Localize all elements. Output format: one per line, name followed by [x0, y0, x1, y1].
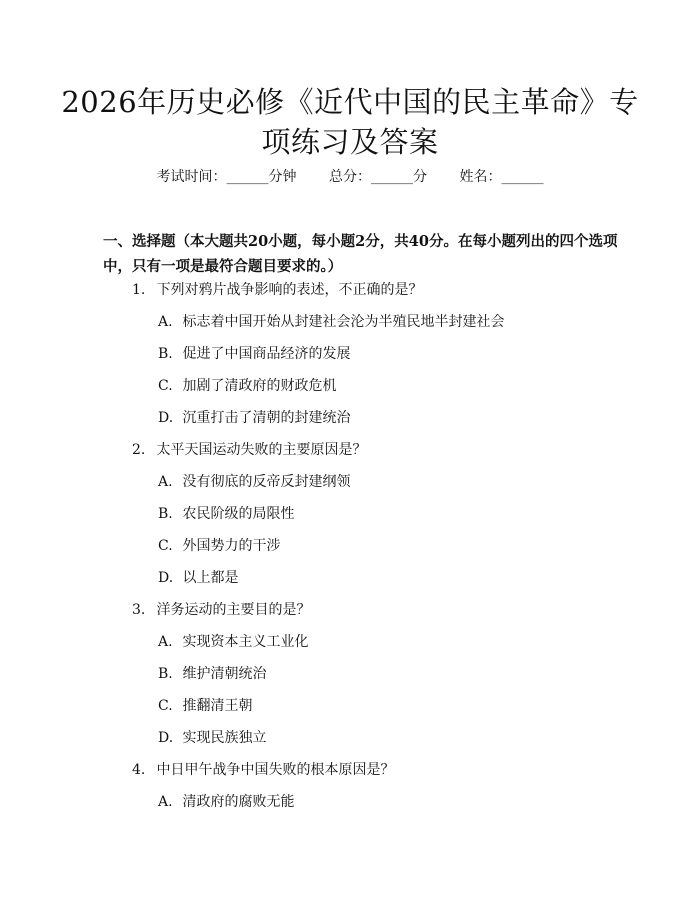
option-letter: A. — [158, 634, 173, 650]
question-text: 太平天国运动失败的主要原因是？ — [156, 442, 367, 458]
q1-option-b — [158, 344, 350, 364]
total-score-label: 总分： — [329, 169, 371, 185]
question-2 — [132, 440, 366, 460]
title-line-1: 2026年历史必修《近代中国的民主革命》专 — [61, 85, 639, 119]
q2-option-d — [158, 568, 238, 588]
exam-time-unit: 分钟 — [268, 169, 297, 185]
option-letter: D. — [158, 410, 174, 426]
option-text: 以上都是 — [182, 570, 239, 586]
q2-option-a — [158, 472, 350, 492]
q3-option-a — [158, 632, 308, 652]
title-line-2: 项练习及答案 — [261, 125, 439, 159]
question-number: 1. — [132, 282, 146, 298]
option-text: 加剧了清政府的财政危机 — [182, 378, 337, 394]
q2-option-b — [158, 504, 294, 524]
q1-option-c — [158, 376, 336, 396]
option-letter: B. — [158, 346, 173, 362]
option-text: 维护清朝统治 — [182, 666, 267, 682]
q4-option-a — [158, 792, 294, 812]
student-name-blank: ______ — [501, 169, 544, 185]
option-letter: A. — [158, 474, 173, 490]
option-letter: A. — [158, 794, 173, 810]
question-number: 4. — [132, 762, 146, 778]
option-letter: D. — [158, 730, 174, 746]
student-name-label: 姓名： — [459, 169, 502, 185]
exam-time — [157, 167, 297, 187]
page-title — [60, 82, 640, 162]
question-text: 洋务运动的主要目的是？ — [156, 602, 311, 618]
total-score-unit: 分 — [413, 169, 427, 185]
q3-option-c — [158, 696, 252, 716]
option-text: 标志着中国开始从封建社会沦为半殖民地半封建社会 — [182, 314, 505, 330]
option-letter: A. — [158, 314, 173, 330]
section-heading: 一、选择题（本大题共20小题，每小题2分，共40分。在每小题列出的四个选项中，只有一项是最符合题目要求的。） — [103, 233, 618, 275]
option-text: 实现资本主义工业化 — [182, 634, 309, 650]
question-3 — [132, 600, 310, 620]
option-letter: D. — [158, 570, 174, 586]
exam-time-blank: ______ — [226, 169, 269, 185]
q1-option-a — [158, 312, 504, 332]
option-letter: C. — [158, 378, 173, 394]
q1-option-d — [158, 408, 350, 428]
total-score-blank: ______ — [371, 169, 413, 185]
question-1 — [132, 280, 422, 300]
question-number: 3. — [132, 602, 146, 618]
student-name — [459, 167, 543, 187]
option-text: 外国势力的干涉 — [182, 538, 281, 554]
question-text: 中日甲午战争中国失败的根本原因是？ — [156, 762, 395, 778]
option-text: 清政府的腐败无能 — [182, 794, 295, 810]
q2-option-c — [158, 536, 280, 556]
q3-option-b — [158, 664, 266, 684]
exam-info — [0, 167, 700, 187]
option-letter: B. — [158, 666, 173, 682]
exam-time-label: 考试时间： — [156, 169, 227, 185]
question-text: 下列对鸦片战争影响的表述，不正确的是？ — [156, 282, 423, 298]
option-letter: C. — [158, 538, 173, 554]
question-number: 2. — [132, 442, 146, 458]
option-letter: C. — [158, 698, 173, 714]
option-text: 实现民族独立 — [182, 730, 267, 746]
total-score — [329, 167, 427, 187]
option-letter: B. — [158, 506, 173, 522]
q3-option-d — [158, 728, 266, 748]
option-text: 没有彻底的反帝反封建纲领 — [182, 474, 351, 490]
option-text: 沉重打击了清朝的封建统治 — [182, 410, 351, 426]
option-text: 促进了中国商品经济的发展 — [182, 346, 351, 362]
option-text: 推翻清王朝 — [182, 698, 253, 714]
option-text: 农民阶级的局限性 — [182, 506, 295, 522]
question-4 — [132, 760, 394, 780]
